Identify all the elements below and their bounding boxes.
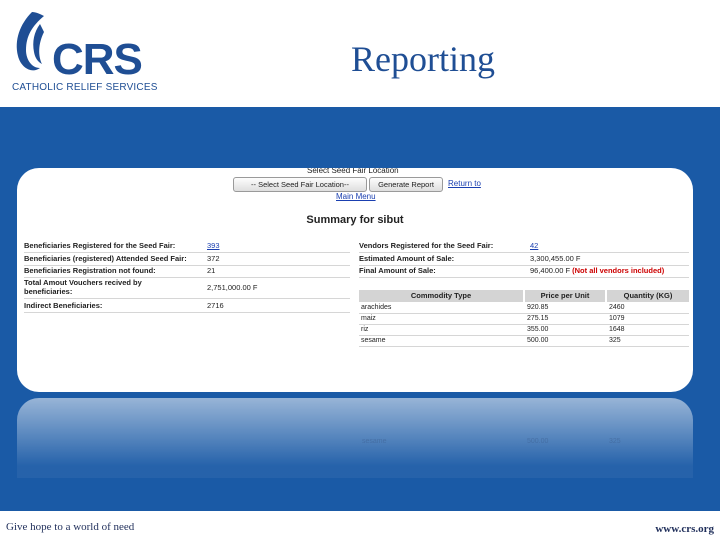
stat-label: Beneficiaries (registered) Attended Seed Fair: bbox=[24, 254, 187, 263]
table-cell: arachides bbox=[361, 304, 392, 311]
stat-row bbox=[24, 266, 350, 278]
stat-row bbox=[24, 278, 350, 299]
stat-label: Indirect Beneficiaries: bbox=[24, 301, 103, 310]
footer-tagline: Give hope to a world of need bbox=[6, 521, 135, 533]
stat-value: 372 bbox=[207, 254, 220, 263]
column-header: Quantity (KG) bbox=[607, 290, 689, 302]
reflection-text: 325 bbox=[609, 438, 621, 445]
table-cell: 325 bbox=[609, 337, 621, 344]
vendor-row bbox=[359, 241, 689, 253]
stat-value: 2,751,000.00 F bbox=[207, 283, 258, 292]
vendor-label: Vendors Registered for the Seed Fair: bbox=[359, 241, 494, 250]
stat-label: Total Amout Vouchers recived by bbox=[24, 278, 142, 287]
final-amount: 96,400.00 F bbox=[530, 266, 571, 275]
table-row bbox=[359, 314, 689, 325]
table-cell: 2460 bbox=[609, 304, 625, 311]
reflection-text: sesame bbox=[362, 438, 387, 445]
stat-label-cont: beneficiaries: bbox=[24, 287, 73, 296]
vendor-row bbox=[359, 254, 689, 266]
vendor-value: 3,300,455.00 F bbox=[530, 254, 581, 263]
table-row bbox=[359, 336, 689, 347]
table-cell: maiz bbox=[361, 315, 376, 322]
reflection-text: 500.00 bbox=[527, 438, 549, 445]
crs-logo bbox=[8, 10, 158, 94]
table-row bbox=[359, 325, 689, 336]
table-cell: 1079 bbox=[609, 315, 625, 322]
crs-flame-icon bbox=[10, 10, 50, 76]
stat-value-link[interactable]: 393 bbox=[207, 241, 220, 250]
table-cell: riz bbox=[361, 326, 369, 333]
stat-label: Beneficiaries Registration not found: bbox=[24, 266, 156, 275]
seed-fair-location-select[interactable]: -- Select Seed Fair Location-- bbox=[233, 177, 367, 192]
vendor-label: Final Amount of Sale: bbox=[359, 266, 436, 275]
vendor-label: Estimated Amount of Sale: bbox=[359, 254, 455, 263]
select-label: Select Seed Fair Location bbox=[307, 168, 399, 175]
column-header: Price per Unit bbox=[525, 290, 605, 302]
footer-website-link[interactable]: www.crs.org bbox=[655, 523, 714, 535]
stat-row bbox=[24, 254, 350, 266]
stat-value: 2716 bbox=[207, 301, 224, 310]
summary-title: Summary for sibut bbox=[306, 214, 404, 226]
generate-report-button[interactable]: Generate Report bbox=[369, 177, 443, 192]
table-cell: 355.00 bbox=[527, 326, 549, 333]
stat-label: Beneficiaries Registered for the Seed Fair: bbox=[24, 241, 176, 250]
warning-note: (Not all vendors included) bbox=[572, 266, 665, 275]
commodity-table-header bbox=[359, 290, 689, 302]
vendor-value bbox=[530, 266, 664, 275]
logo-text: CRS bbox=[52, 35, 142, 84]
table-cell: 500.00 bbox=[527, 337, 549, 344]
table-cell: 275.15 bbox=[527, 315, 549, 322]
stat-value: 21 bbox=[207, 266, 216, 275]
stat-row bbox=[24, 241, 350, 253]
report-panel bbox=[17, 168, 693, 392]
return-link[interactable]: Return to bbox=[448, 179, 481, 188]
table-cell: sesame bbox=[361, 337, 386, 344]
logo-subtitle: CATHOLIC RELIEF SERVICES bbox=[12, 82, 158, 93]
vendor-value-link[interactable]: 42 bbox=[530, 241, 539, 250]
panel-reflection bbox=[17, 398, 693, 478]
stat-row bbox=[24, 301, 350, 313]
page-title: Reporting bbox=[351, 39, 495, 79]
column-header: Commodity Type bbox=[359, 290, 523, 302]
table-row bbox=[359, 303, 689, 314]
table-cell: 1648 bbox=[609, 326, 625, 333]
table-cell: 920.85 bbox=[527, 304, 549, 311]
main-menu-link[interactable]: Main Menu bbox=[336, 192, 376, 201]
vendor-row bbox=[359, 266, 689, 278]
